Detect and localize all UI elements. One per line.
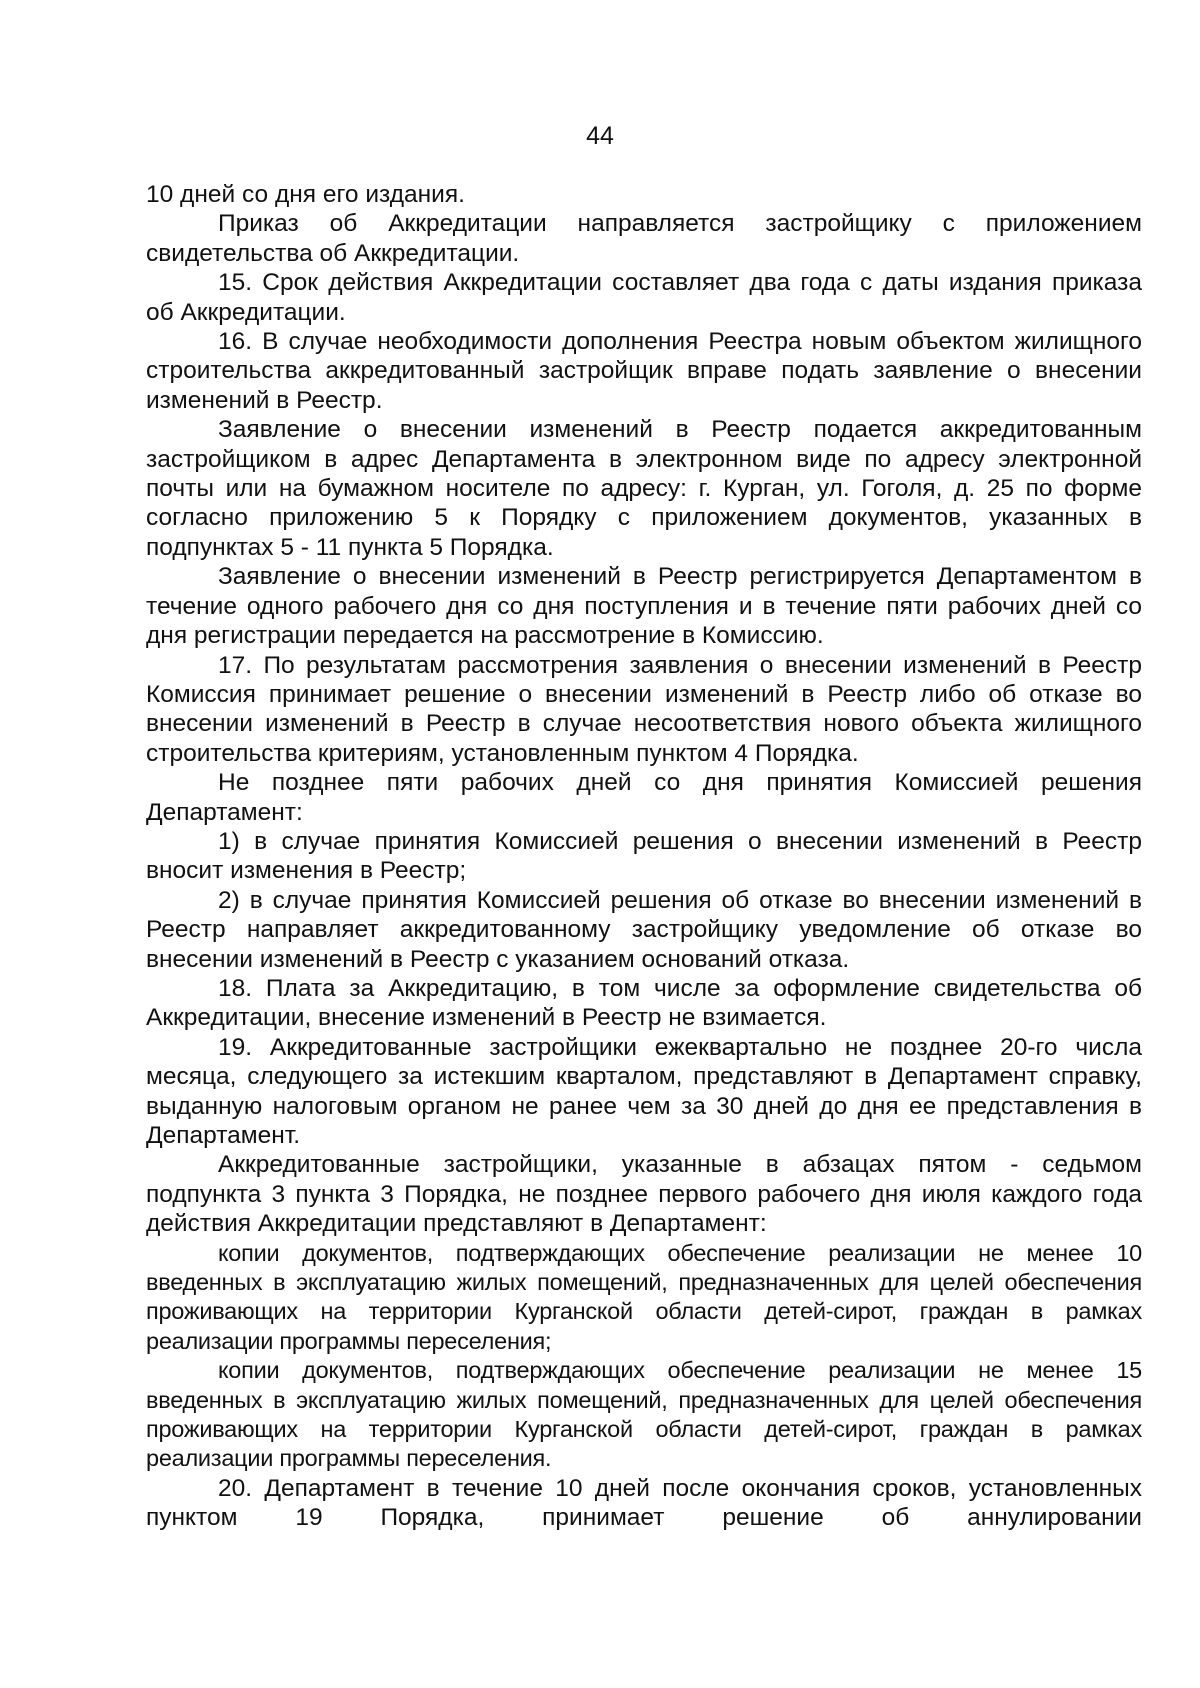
paragraph-item-16: 16. В случае необходимости дополнения Реестра новым объектом жилищного строительства аккредитованный застройщик вправе подать заявление о внесении изменений в Реестр. (146, 328, 1142, 414)
paragraph-item-18: 18. Плата за Аккредитацию, в том числе за оформление свидетельства об Аккредитации, внесение изменений в Реестр не взимается. (146, 974, 1142, 1032)
paragraph-item-19: 19. Аккредитованные застройщики ежеквартально не позднее 20-го числа месяца, следующего за истекшим кварталом, представляют в Департамент справку, выданную налоговым органом не ранее чем за 30 дней до дня ее представления в Департамент. (146, 1033, 1142, 1149)
paragraph-copies-15: копии документов, подтверждающих обеспечение реализации не менее 15 введенных в эксплуатацию жилых помещений, предназначенных для целей обеспечения проживающих на территории Курганской области детей-сирот, граждан в рамках реализации программы переселения. (146, 1357, 1142, 1472)
paragraph-item-20: 20. Департамент в течение 10 дней после окончания сроков, установленных пунктом 19 Порядка, принимает решение об аннулировании (146, 1474, 1142, 1532)
page-number: 44 (586, 122, 614, 150)
paragraph-continuation: 10 дней со дня его издания. (146, 181, 465, 208)
paragraph-application-registration: Заявление о внесении изменений в Реестр регистрируется Департаментом в течение одного рабочего дня со дня поступления и в течение пяти рабочих дней со дня регистрации передается на рассмотрение в Комиссию. (146, 563, 1142, 650)
paragraph-application-submission: Заявление о внесении изменений в Реестр подается аккредитованным застройщиком в адрес Департамента в электронном виде по адресу электронной почты или на бумажном носителе по адресу: г. Курган, ул. Гоголя, д. 25 по форме согласно приложению 5 к Порядку с приложением документов, указанных в подпунктах 5 - 11 пункта 5 Порядка. (146, 416, 1142, 561)
paragraph-subitem-1: 1) в случае принятия Комиссией решения о внесении изменений в Реестр вносит изменения в Реестр; (146, 827, 1142, 885)
paragraph-copies-10: копии документов, подтверждающих обеспечение реализации не менее 10 введенных в эксплуатацию жилых помещений, предназначенных для целей обеспечения проживающих на территории Курганской области детей-сирот, граждан в рамках реализации программы переселения; (146, 1239, 1142, 1354)
paragraph-subitem-2: 2) в случае принятия Комиссией решения об отказе во внесении изменений в Реестр направляет аккредитованному застройщику уведомление об отказе во внесении изменений в Реестр с указанием оснований отказа. (146, 886, 1142, 973)
paragraph-department-actions: Не позднее пяти рабочих дней со дня принятия Комиссией решения Департамент: (146, 769, 1142, 826)
paragraph-accredited-developers: Аккредитованные застройщики, указанные в абзацах пятом - седьмом подпункта 3 пункта 3 Порядка, не позднее первого рабочего дня июля каждого года действия Аккредитации представляют в Департамент: (146, 1151, 1142, 1238)
paragraph-item-15: 15. Срок действия Аккредитации составляет два года с даты издания приказа об Аккредитации. (146, 269, 1142, 326)
document-body (146, 180, 1142, 1533)
paragraph-item-17: 17. По результатам рассмотрения заявления о внесении изменений в Реестр Комиссия принимает решение о внесении изменений в Реестр либо об отказе во внесении изменений в Реестр в случае несоответствия нового объекта жилищного строительства критериям, установленным пунктом 4 Порядка. (146, 651, 1142, 767)
paragraph-order-sent: Приказ об Аккредитации направляется застройщику с приложением свидетельства об Аккредитации. (146, 210, 1142, 267)
